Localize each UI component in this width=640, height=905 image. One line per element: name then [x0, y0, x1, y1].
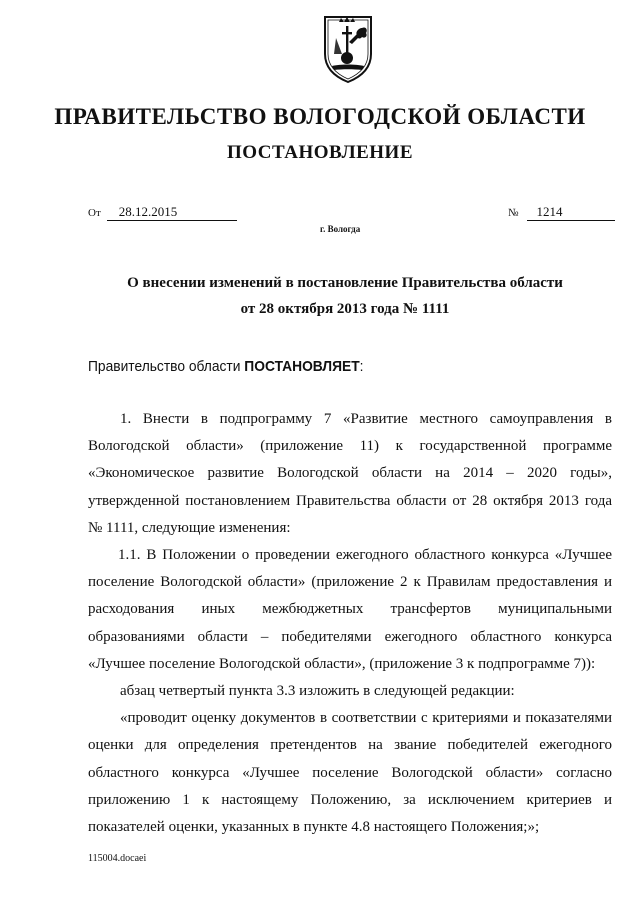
number-value: 1214 — [527, 204, 615, 221]
subject-line-2: от 28 октября 2013 года № 1111 — [240, 301, 450, 317]
document-body — [88, 406, 612, 841]
vologda-coat-of-arms-icon — [322, 14, 374, 84]
date-label: От — [88, 207, 101, 219]
preamble-bold: ПОСТАНОВЛЯЕТ — [244, 358, 360, 375]
government-title: ПРАВИТЕЛЬСТВО ВОЛОГОДСКОЙ ОБЛАСТИ — [54, 104, 586, 129]
paragraph-1: 1. Внести в подпрограмму 7 «Развитие местного самоуправления в Вологодской области» (приложение 11) к государственной программе «Экономическое развитие Вологодской области на 2014 – 2020 годы», утвержденной постановлением Правительства области от 28 октября 2013 года № 1111, следующие изменения: — [88, 411, 612, 536]
paragraph-amendment-text: «проводит оценку документов в соответствии с критериями и показателями оценки для определения претендентов на звание победителей ежегодного областного конкурса «Лучшее поселение Вологодской области» согласно приложению 1 к настоящему Положению, за исключением критериев и показателей оценки, указанных в пункте 4.8 настоящего Положения;»; — [88, 710, 612, 836]
preamble-tail: : — [359, 358, 364, 375]
number-field — [508, 204, 615, 221]
paragraph-amendment-intro: абзац четвертый пункта 3.3 изложить в следующей редакции: — [120, 683, 515, 700]
subject-line-1: О внесении изменений в постановление Правительства области — [127, 275, 563, 291]
date-value: 28.12.2015 — [107, 204, 237, 221]
preamble-text: Правительство области — [88, 358, 245, 375]
document-subject — [60, 270, 630, 322]
city-label: г. Вологда — [320, 224, 361, 234]
file-code: 115004.docaei — [88, 853, 147, 864]
preamble — [88, 358, 363, 375]
paragraph-1-1: 1.1. В Положении о проведении ежегодного областного конкурса «Лучшее поселение Вологодской области» (приложение 2 к Правилам предоставления и расходования иных межбюджетных трансфертов муниципальными образованиями области – победителями ежегодного областного конкурса «Лучшее поселение Вологодской области», (приложение 3 к подпрограмме 7)): — [88, 547, 612, 672]
document-type: ПОСТАНОВЛЕНИЕ — [226, 142, 414, 163]
date-field — [88, 204, 237, 221]
number-label: № — [508, 207, 519, 219]
